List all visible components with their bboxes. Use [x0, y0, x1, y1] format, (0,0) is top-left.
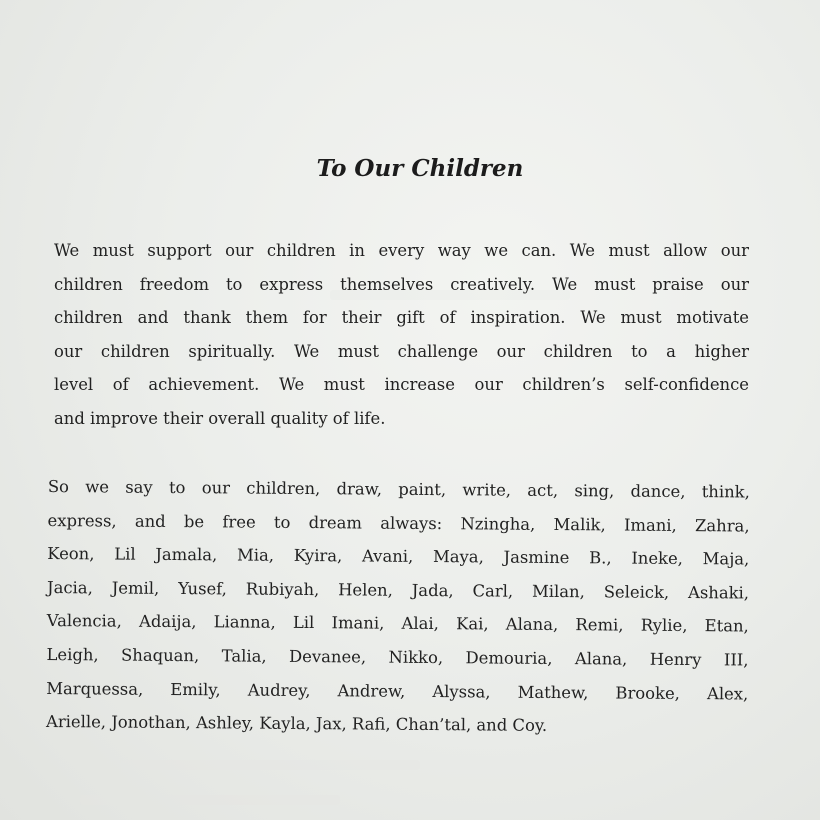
paragraph-1-line: level of achievement. We must increase our children’s self-confidence [54, 375, 749, 395]
paragraph-2-line: Marquessa, Emily, Audrey, Andrew, Alyssa, Mathew, Brooke, Alex, [46, 678, 749, 704]
paragraph-2-line: express, and be free to dream always: Nzingha, Malik, Imani, Zahra, [47, 510, 750, 536]
paragraph-1-line: and improve their overall quality of life. [54, 408, 386, 428]
paragraph-2-line: Keon, Lil Jamala, Mia, Kyira, Avani, Maya, Jasmine B., Ineke, Maja, [47, 544, 750, 569]
paragraph-1 [54, 234, 749, 436]
paragraph-1-line: our children spiritually. We must challenge our children to a higher [54, 341, 749, 361]
paragraph-2-line: Jacia, Jemil, Yusef, Rubiyah, Helen, Jada, Carl, Milan, Seleick, Ashaki, [47, 577, 750, 603]
paragraph-1-line: We must support our children in every way we can. We must allow our [54, 241, 749, 260]
paragraph-2-line: Arielle, Jonothan, Ashley, Kayla, Jax, Rafi, Chan’tal, and Coy. [45, 712, 548, 736]
paragraph-1-line: children and thank them for their gift of inspiration. We must motivate [54, 308, 749, 328]
paragraph-2-line: Valencia, Adaija, Lianna, Lil Imani, Alai, Kai, Alana, Remi, Rylie, Etan, [46, 611, 749, 636]
bleed-through-text [80, 795, 340, 805]
paragraph-2-line: Leigh, Shaquan, Talia, Devanee, Nikko, Demouria, Alana, Henry III, [46, 644, 749, 670]
paragraph-2-line: So we say to our children, draw, paint, write, act, sing, dance, think, [47, 476, 750, 502]
bleed-through-text [120, 760, 420, 770]
paragraph-2 [46, 470, 750, 744]
paragraph-1-line: children freedom to express themselves creatively. We must praise our [54, 274, 749, 294]
page-title: To Our Children [316, 155, 524, 183]
